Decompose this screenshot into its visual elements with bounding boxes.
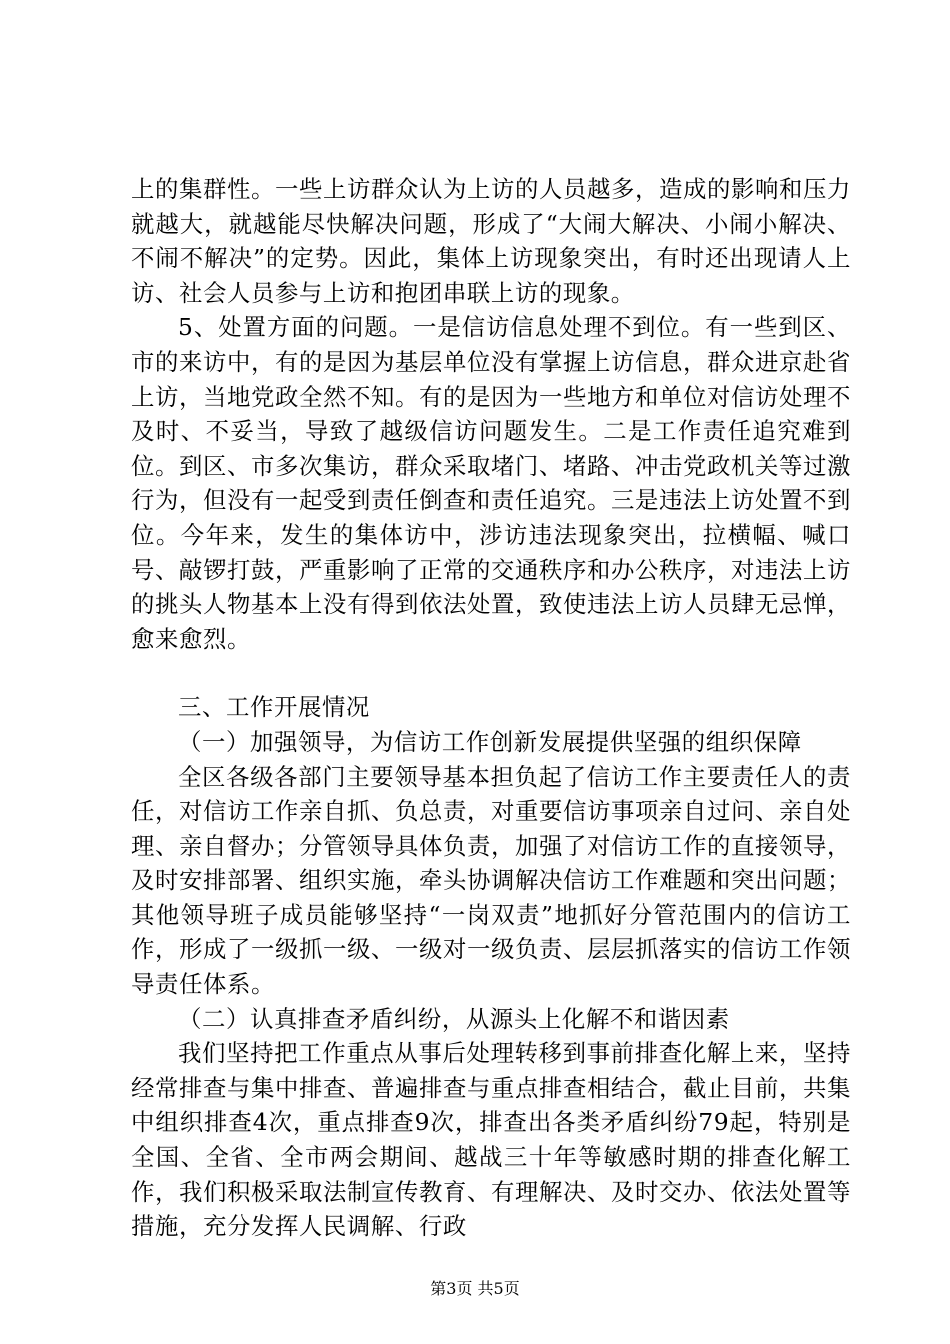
paragraph-collective-petition: 上的集群性。一些上访群众认为上访的人员越多，造成的影响和压力就越大，就越能尽快解决问题，形成了“大闹大解决、小闹小解决、不闹不解决”的定势。因此，集体上访现象突出，有时还出现请人上访、社会人员参与上访和抱团串联上访的现象。 — [131, 175, 851, 307]
subheading-investigate-disputes: （二）认真排查矛盾纠纷，从源头上化解不和谐因素 — [178, 1004, 730, 1033]
document-body — [131, 172, 851, 1244]
paragraph-leadership-responsibility: 全区各级各部门主要领导基本担负起了信访工作主要责任人的责任，对信访工作亲自抓、负总责，对重要信访事项亲自过问、亲自处理、亲自督办；分管领导具体负责，加强了对信访工作的直接领导，及时安排部署、组织实施，牵头协调解决信访工作难题和突出问题；其他领导班子成员能够坚持“一岗双责”地抓好分管范围内的信访工作，形成了一级抓一级、一级对一级负责、层层抓落实的信访工作领导责任体系。 — [131, 762, 851, 999]
page-number-footer: 第3页 共5页 — [430, 1279, 520, 1298]
paragraph-disposal-issues: 5、处置方面的问题。一是信访信息处理不到位。有一些到区、市的来访中，有的是因为基层单位没有掌握上访信息，群众进京赴省上访，当地党政全然不知。有的是因为一些地方和单位对信访处理不及时、不妥当，导致了越级信访问题发生。二是工作责任追究难到位。到区、市多次集访，群众采取堵门、堵路、冲击党政机关等过激行为，但没有一起受到责任倒查和责任追究。三是违法上访处置不到位。今年来，发生的集体访中，涉访违法现象突出，拉横幅、喊口号、敲锣打鼓，严重影响了正常的交通秩序和办公秩序，对违法上访的挑头人物基本上没有得到依法处置，致使违法上访人员肆无忌惮，愈来愈烈。 — [131, 313, 851, 653]
paragraph-spacer — [131, 656, 851, 690]
subheading-strengthen-leadership: （一）加强领导，为信访工作创新发展提供坚强的组织保障 — [178, 727, 802, 756]
section-heading-work-progress: 三、工作开展情况 — [178, 693, 370, 722]
paragraph-dispute-investigation: 我们坚持把工作重点从事后处理转移到事前排查化解上来，坚持经常排查与集中排查、普遍排查与重点排查相结合，截止目前，共集中组织排查4次，重点排查9次，排查出各类矛盾纠纷79起，特别是全国、全省、全市两会期间、越战三十年等敏感时期的排查化解工作，我们积极采取法制宣传教育、有理解决、及时交办、依法处置等措施，充分发挥人民调解、行政 — [131, 1039, 851, 1241]
